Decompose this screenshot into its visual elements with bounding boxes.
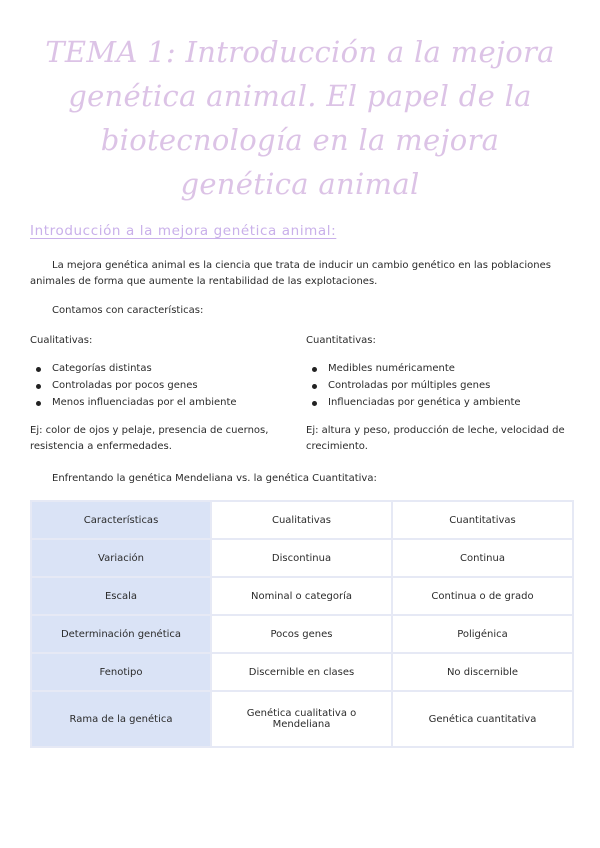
table-cell: Discontinua (211, 539, 392, 577)
qualitative-column (30, 333, 300, 455)
table-row (31, 653, 573, 691)
list-item: Categorías distintas (30, 361, 300, 378)
table-cell: Poligénica (392, 615, 573, 653)
list-item: Influenciadas por genética y ambiente (306, 395, 576, 412)
table-row (31, 539, 573, 577)
table-row-label: Determinación genética (31, 615, 211, 653)
table-cell: Genética cualitativa o Mendeliana (211, 691, 392, 747)
quantitative-label: Cuantitativas: (306, 335, 376, 346)
comparison-intro: Enfrentando la genética Mendeliana vs. la genética Cuantitativa: (52, 473, 377, 484)
table-header-row (31, 501, 573, 539)
table-header-cell: Cualitativas (211, 501, 392, 539)
table-cell: Continua o de grado (392, 577, 573, 615)
quantitative-list (306, 361, 576, 412)
table-header-cell: Características (31, 501, 211, 539)
table-row-label: Fenotipo (31, 653, 211, 691)
page-title: TEMA 1: Introducción a la mejora genética animal. El papel de la biotecnología en la mejora genética animal (45, 35, 555, 201)
table-row-label: Escala (31, 577, 211, 615)
quantitative-example: Ej: altura y peso, producción de leche, velocidad de crecimiento. (306, 425, 565, 452)
table-row (31, 691, 573, 747)
table-row-label: Rama de la genética (31, 691, 211, 747)
intro-paragraph: La mejora genética animal es la ciencia que trata de inducir un cambio genético en las poblaciones animales de forma que aumente la rentabilidad de las explotaciones. (30, 260, 551, 287)
quantitative-column (306, 333, 576, 455)
table-cell: Pocos genes (211, 615, 392, 653)
section-heading: Introducción a la mejora genética animal: (30, 223, 337, 239)
list-item: Controladas por pocos genes (30, 378, 300, 395)
comparison-table (30, 500, 574, 748)
table-cell: Nominal o categoría (211, 577, 392, 615)
table-cell: Continua (392, 539, 573, 577)
table-row (31, 577, 573, 615)
list-item: Controladas por múltiples genes (306, 378, 576, 395)
list-item: Menos influenciadas por el ambiente (30, 395, 300, 412)
characteristics-intro: Contamos con características: (52, 305, 204, 316)
qualitative-example: Ej: color de ojos y pelaje, presencia de cuernos, resistencia a enfermedades. (30, 425, 269, 452)
table-header-cell: Cuantitativas (392, 501, 573, 539)
table-row-label: Variación (31, 539, 211, 577)
qualitative-list (30, 361, 300, 412)
table-cell: Genética cuantitativa (392, 691, 573, 747)
list-item: Medibles numéricamente (306, 361, 576, 378)
table-cell: No discernible (392, 653, 573, 691)
table-row (31, 615, 573, 653)
qualitative-label: Cualitativas: (30, 335, 93, 346)
table-cell: Discernible en clases (211, 653, 392, 691)
